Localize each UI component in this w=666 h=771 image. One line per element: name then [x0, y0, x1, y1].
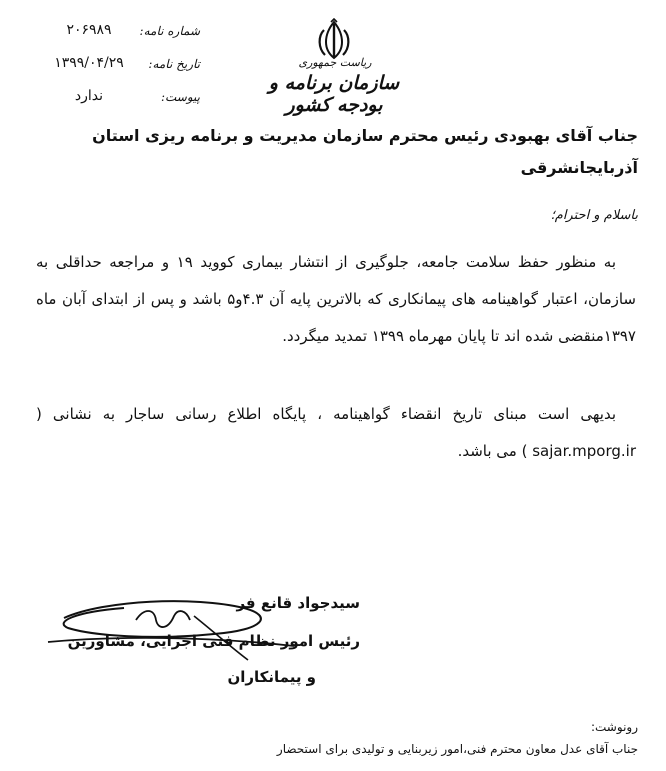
recipient	[38, 120, 638, 184]
body-paragraph-2-text: بدیهی است مبنای تاریخ انقضاء گواهینامه ، پایگاه اطلاع رسانی ساجار به نشانی ( sajar.mporg.ir ) می باشد.	[36, 405, 636, 460]
organization-name: سازمان برنامه و بودجه کشور	[268, 72, 400, 116]
attachment-value: ندارد	[74, 88, 104, 104]
meta-row-date	[30, 53, 200, 86]
letter-number-value: ۲۰۶۹۸۹	[66, 22, 112, 38]
copy-to-item: جناب آقای عدل معاون محترم فنی،امور زیربنایی و تولیدی برای استحضار	[276, 742, 638, 756]
recipient-line-1: جناب آقای بهبودی رئیس محترم سازمان مدیریت و برنامه ریزی استان	[92, 126, 638, 145]
letter-date-value: ۱۳۹۹/۰۴/۲۹	[54, 55, 124, 71]
body-paragraph-1-text: به منظور حفظ سلامت جامعه، جلوگیری از انتشار بیماری کووید ۱۹ و مراجعه حداقلی به سازمان، اعتبار گواهینامه های پیمانکاری که بالاترین پایه آن ۴.۳و۵ باشد و پس از ابتدای آبان ماه ۱۳۹۷منقضی شده اند تا پایان مهرماه ۱۳۹۹ تمدید میگردد.	[36, 253, 636, 345]
meta-row-attachment	[30, 86, 200, 119]
copy-to-label: رونوشت:	[590, 720, 638, 734]
signatory-title: رئیس امور نظام فنی اجرایی، مشاورین	[67, 632, 360, 650]
letter-meta	[30, 20, 200, 119]
attachment-label: پیوست:	[160, 90, 200, 104]
signatory-title-cont: و پیمانکاران	[227, 668, 316, 686]
body-paragraph-1	[36, 244, 636, 355]
signatory-name: سیدجواد قانع فر	[236, 594, 360, 612]
body-paragraph-2	[36, 396, 636, 470]
salutation: باسلام و احترام؛	[550, 208, 638, 223]
meta-row-number	[30, 20, 200, 53]
presidency-label: ریاست جمهوری	[298, 56, 372, 69]
letter-date-label: تاریخ نامه:	[148, 57, 200, 71]
letter-number-label: شماره نامه:	[139, 24, 200, 38]
recipient-line-2: آذربایجانشرقی	[520, 158, 638, 177]
